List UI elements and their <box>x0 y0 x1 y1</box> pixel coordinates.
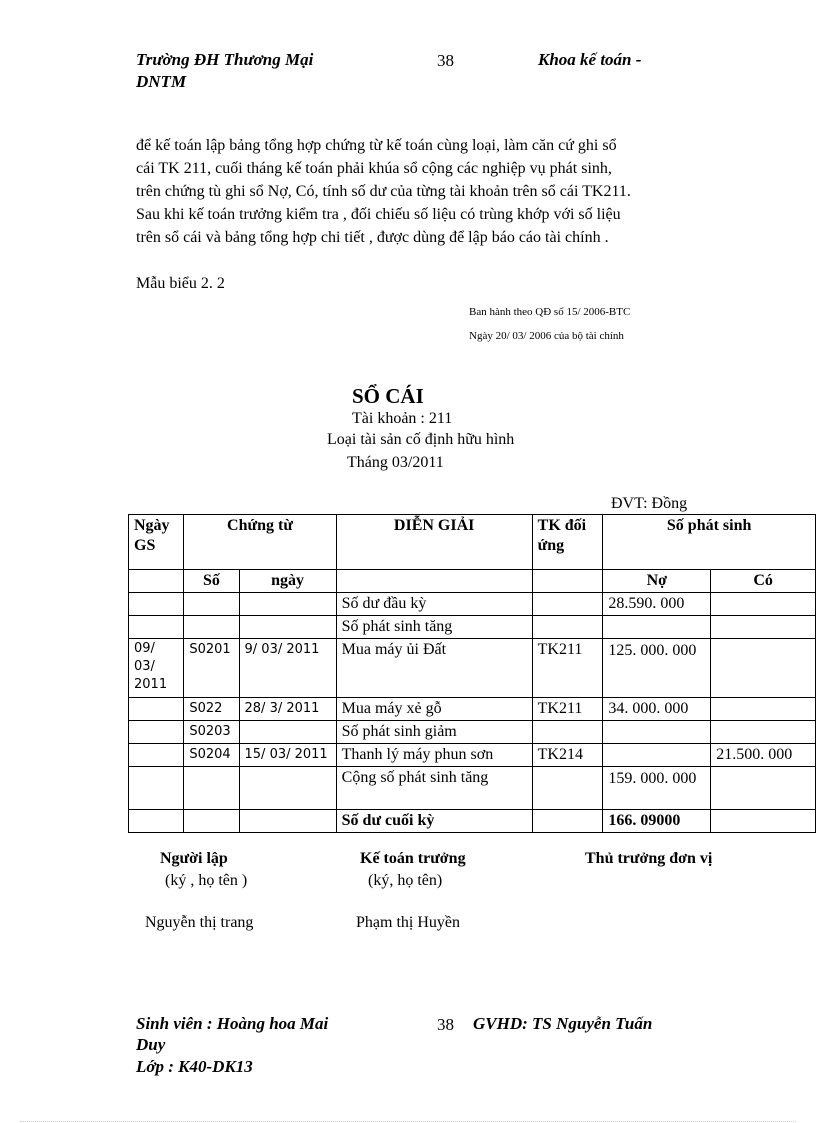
cell-voucher-day <box>239 616 336 639</box>
cell-voucher-no <box>184 810 239 833</box>
form-label: Mẫu biểu 2. 2 <box>136 275 225 292</box>
table-row <box>129 767 816 810</box>
intro-line: trên sổ cái và bảng tổng hợp chi tiết , được dùng để lập báo cáo tài chính . <box>136 229 609 246</box>
ledger-title: SỔ CÁI <box>352 384 424 408</box>
cell-voucher-day <box>239 721 336 744</box>
table-row <box>129 593 816 616</box>
decree-line-2: Ngày 20/ 03/ 2006 của bộ tài chính <box>469 330 624 342</box>
cell-voucher-no: S0201 <box>184 639 239 698</box>
cell-date <box>129 810 184 833</box>
header-school: Trường ĐH Thương Mại <box>136 50 314 69</box>
table-row <box>129 698 816 721</box>
cell-account: TK214 <box>532 744 603 767</box>
cell-date <box>129 593 184 616</box>
cell-voucher-no: S022 <box>184 698 239 721</box>
header-debit: Nợ <box>603 570 711 593</box>
page-bottom-divider <box>20 1121 796 1122</box>
cell-account <box>532 721 603 744</box>
footer-page-number: 38 <box>437 1015 454 1034</box>
intro-line: cái TK 211, cuối tháng kế toán phải khúa sổ cộng các nghiệp vụ phát sinh, <box>136 160 612 177</box>
header-account: TK đối ứng <box>532 515 603 570</box>
cell-credit: 21.500. 000 <box>711 744 816 767</box>
cell-date <box>129 616 184 639</box>
cell-voucher-day <box>239 767 336 810</box>
cell-description: Số phát sinh giảm <box>336 721 532 744</box>
cell-description: Mua máy xẻ gỗ <box>336 698 532 721</box>
cell-account: TK211 <box>532 639 603 698</box>
chief-accountant-name: Phạm thị Huyền <box>356 914 460 931</box>
cell-credit <box>711 593 816 616</box>
cell-credit <box>711 639 816 698</box>
cell-credit <box>711 698 816 721</box>
cell-description: Số dư đầu kỳ <box>336 593 532 616</box>
cell-voucher-day <box>239 593 336 616</box>
cell-debit: 125. 000. 000 <box>603 639 711 698</box>
cell-description: Cộng số phát sinh tăng <box>336 767 532 810</box>
header-faculty: Khoa kế toán - <box>538 50 642 69</box>
cell-debit <box>603 744 711 767</box>
account-line: Tài khoản : 211 <box>352 410 453 427</box>
cell-credit <box>711 721 816 744</box>
table-row <box>129 721 816 744</box>
cell-account <box>532 810 603 833</box>
cell-credit <box>711 810 816 833</box>
unit-head-title: Thủ trưởng đơn vị <box>585 850 713 867</box>
cell-date <box>129 698 184 721</box>
cell-voucher-no: S0203 <box>184 721 239 744</box>
cell-debit: 159. 000. 000 <box>603 767 711 810</box>
cell-debit: 28.590. 000 <box>603 593 711 616</box>
header-school-abbrev: DNTM <box>136 72 187 91</box>
cell-account <box>532 593 603 616</box>
footer-student-line2: Duy <box>136 1035 166 1054</box>
table-row <box>129 744 816 767</box>
cell-date <box>129 721 184 744</box>
unit-label: ĐVT: Đồng <box>611 495 688 512</box>
header-voucher-day: ngày <box>239 570 336 593</box>
header-amount: Số phát sinh <box>603 515 816 570</box>
cell-date <box>129 767 184 810</box>
footer-advisor: GVHD: TS Nguyễn Tuấn <box>473 1014 653 1033</box>
asset-type-line: Loại tài sản cố định hữu hình <box>327 431 515 448</box>
intro-line: để kế toán lập bảng tổng hợp chứng từ kế toán cùng loại, làm căn cứ ghi sổ <box>136 137 617 154</box>
table-row <box>129 616 816 639</box>
footer-class: Lớp : K40-DK13 <box>136 1057 253 1076</box>
header-row-2 <box>129 570 816 593</box>
preparer-name: Nguyễn thị trang <box>145 914 254 931</box>
cell-account <box>532 767 603 810</box>
cell-voucher-no <box>184 767 239 810</box>
chief-accountant-title: Kế toán trưởng <box>360 850 466 867</box>
cell-account <box>532 616 603 639</box>
cell-description: Số dư cuối kỳ <box>336 810 532 833</box>
table-row <box>129 810 816 833</box>
ledger-table <box>128 514 816 833</box>
preparer-title: Người lập <box>160 850 228 867</box>
header-date: Ngày GS <box>129 515 184 570</box>
header-row-1 <box>129 515 816 570</box>
cell-credit <box>711 616 816 639</box>
cell-voucher-day: 15/ 03/ 2011 <box>239 744 336 767</box>
cell-voucher-no <box>184 593 239 616</box>
cell-credit <box>711 767 816 810</box>
cell-debit <box>603 616 711 639</box>
cell-debit: 34. 000. 000 <box>603 698 711 721</box>
cell-description: Thanh lý máy phun sơn <box>336 744 532 767</box>
cell-account: TK211 <box>532 698 603 721</box>
cell-description: Mua máy ủi Đất <box>336 639 532 698</box>
preparer-sign-note: (ký , họ tên ) <box>165 872 248 889</box>
header-page-number: 38 <box>437 51 454 70</box>
cell-voucher-no: S0204 <box>184 744 239 767</box>
cell-date <box>129 744 184 767</box>
table-row <box>129 639 816 698</box>
footer-student: Sinh viên : Hoàng hoa Mai <box>136 1014 329 1033</box>
intro-line: Sau khi kế toán trưởng kiểm tra , đối chiếu số liệu có trùng khớp với số liệu <box>136 206 621 223</box>
cell-debit: 166. 09000 <box>603 810 711 833</box>
cell-description: Số phát sinh tăng <box>336 616 532 639</box>
cell-voucher-day <box>239 810 336 833</box>
header-voucher: Chứng từ <box>184 515 336 570</box>
decree-line-1: Ban hành theo QĐ số 15/ 2006-BTC <box>469 306 631 318</box>
intro-line: trên chứng tù ghi sổ Nợ, Có, tính số dư của từng tài khoản trên sổ cái TK211. <box>136 183 631 200</box>
cell-voucher-day: 28/ 3/ 2011 <box>239 698 336 721</box>
cell-date: 09/ 03/ 2011 <box>129 639 184 698</box>
cell-debit <box>603 721 711 744</box>
header-voucher-no: Số <box>184 570 239 593</box>
header-description: DIỄN GIẢI <box>336 515 532 570</box>
cell-voucher-no <box>184 616 239 639</box>
cell-voucher-day: 9/ 03/ 2011 <box>239 639 336 698</box>
month-line: Tháng 03/2011 <box>347 454 444 471</box>
chief-accountant-sign-note: (ký, họ tên) <box>368 872 443 889</box>
intro-paragraph <box>136 134 631 249</box>
header-credit: Có <box>711 570 816 593</box>
